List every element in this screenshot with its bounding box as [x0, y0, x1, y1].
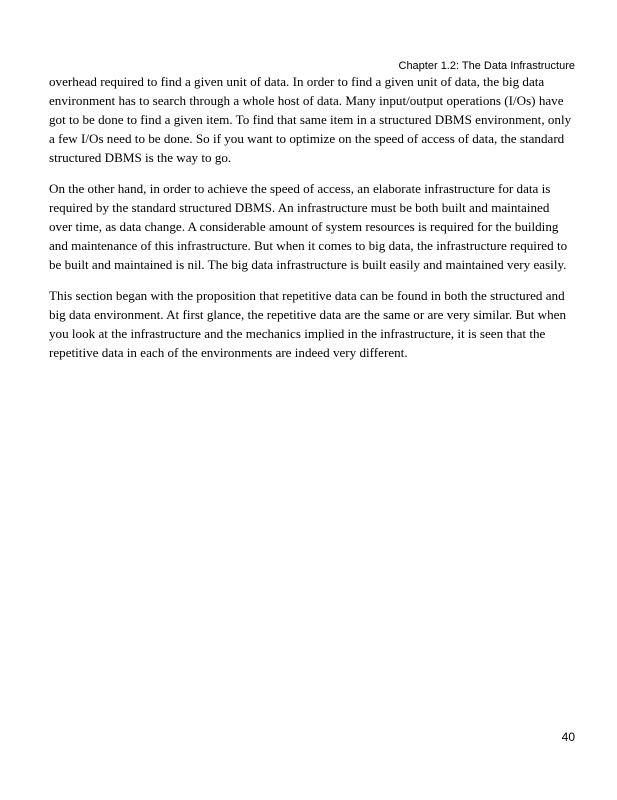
paragraph-2: On the other hand, in order to achieve the speed of access, an elaborate infrastructure for data is required by the standard structured DBMS. An infrastructure must be both built and maintained over time, as data change. A considerable amount of system resources is required for the building and maintenance of this infrastructure. But when it comes to big data, the infrastructure required to be built and maintained is nil. The big data infrastructure is built easily and maintained very easily.: [49, 181, 568, 272]
running-header: Chapter 1.2: The Data Infrastructure: [398, 60, 575, 72]
page-number: 40: [561, 730, 575, 744]
paragraph-1: overhead required to find a given unit of data. In order to find a given unit of data, the big data environment has to search through a whole host of data. Many input/output operations (I/Os) have got to be done to find a given item. To find that same item in a structured DBMS environment, only a few I/Os need to be done. So if you want to optimize on the speed of access of data, the standard structured DBMS is the way to go.: [49, 74, 572, 165]
paragraph-3: This section began with the proposition that repetitive data can be found in both the structured and big data environment. At first glance, the repetitive data are the same or are very similar. But when you look at the infrastructure and the mechanics implied in the infrastructure, it is seen that the repetitive data in each of the environments are indeed very different.: [49, 288, 567, 360]
body-text: [49, 72, 573, 374]
